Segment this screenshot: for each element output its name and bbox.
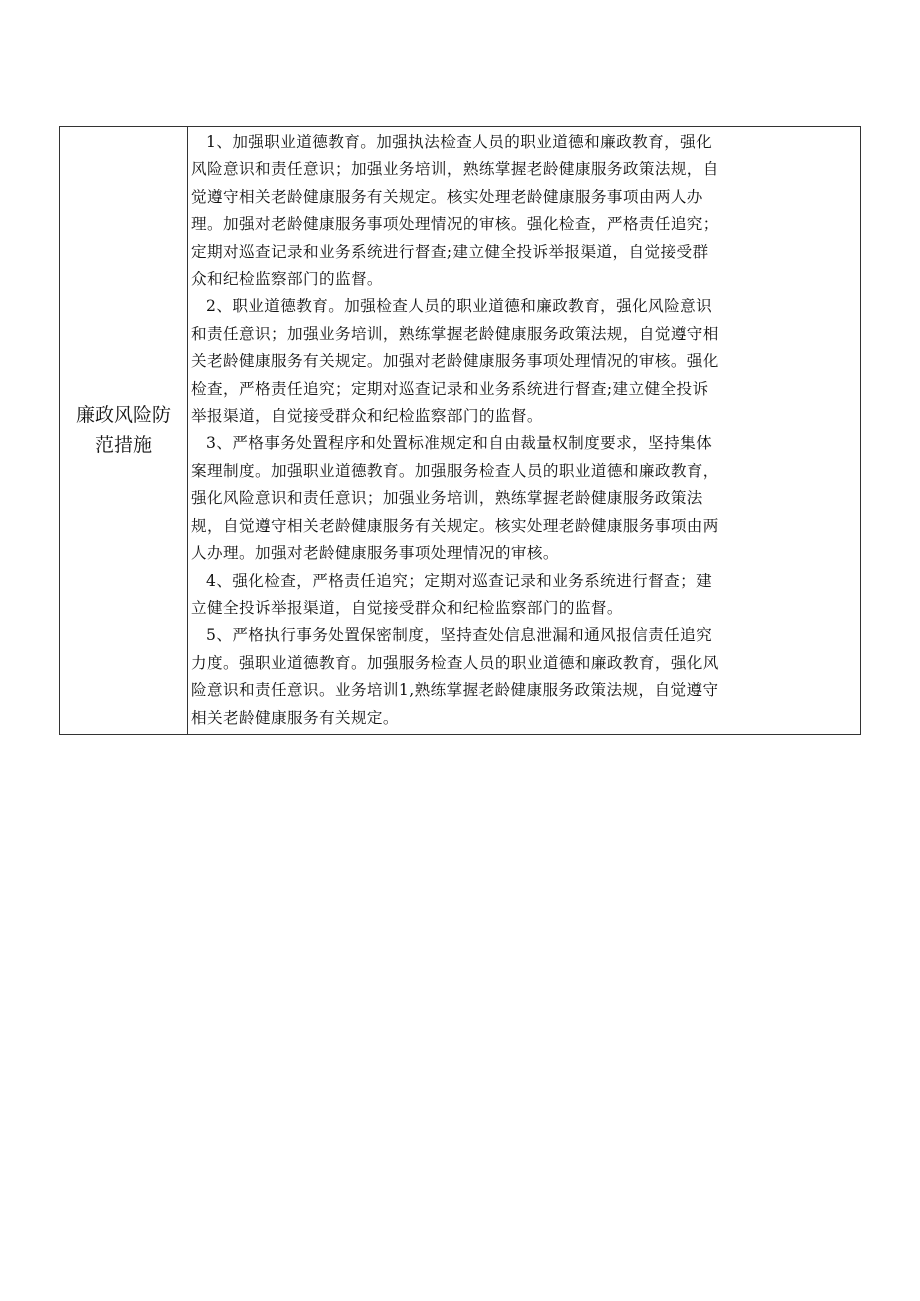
paragraph-line: 立健全投诉举报渠道，自觉接受群众和纪检监察部门的监督。 [191, 598, 623, 617]
paragraph-line: 规，自觉遵守相关老龄健康服务有关规定。核实处理老龄健康服务事项由两 [191, 516, 719, 535]
measures-paragraphs [191, 129, 858, 732]
paragraph-line: 案理制度。加强职业道德教育。加强服务检查人员的职业道德和廉政教育， [191, 461, 719, 480]
paragraph-line: 关老龄健康服务有关规定。加强对老龄健康服务事项处理情况的审核。强化 [191, 352, 719, 371]
table-row [60, 127, 861, 735]
paragraph-line: 人办理。加强对老龄健康服务事项处理情况的审核。 [191, 544, 559, 563]
paragraph-line: 定期对巡查记录和业务系统进行督查;建立健全投诉举报渠道，自觉接受群 [191, 242, 709, 261]
measure-paragraph-3 [191, 430, 858, 567]
measures-content-cell [188, 127, 861, 735]
measure-paragraph-4 [191, 568, 858, 623]
paragraph-line: 相关老龄健康服务有关规定。 [191, 708, 399, 727]
measures-table [59, 126, 861, 735]
paragraph-line: 力度。强职业道德教育。加强服务检查人员的职业道德和廉政教育，强化风 [191, 653, 719, 672]
row-label-line-2: 范措施 [94, 434, 152, 457]
paragraph-line: 和责任意识；加强业务培训，熟练掌握老龄健康服务政策法规，自觉遵守相 [191, 324, 719, 343]
paragraph-line: 检查，严格责任追究；定期对巡查记录和业务系统进行督查;建立健全投诉 [191, 379, 709, 398]
measure-paragraph-5 [191, 622, 858, 732]
paragraph-line: 4、强化检查，严格责任追究；定期对巡查记录和业务系统进行督查；建 [206, 571, 713, 590]
measure-paragraph-2 [191, 293, 858, 430]
measure-paragraph-1 [191, 129, 858, 293]
paragraph-line: 5、严格执行事务处置保密制度，坚持查处信息泄漏和通风报信责任追究 [206, 626, 713, 645]
paragraph-line: 理。加强对老龄健康服务事项处理情况的审核。强化检查，严格责任追究； [191, 215, 719, 234]
paragraph-line: 觉遵守相关老龄健康服务有关规定。核实处理老龄健康服务事项由两人办 [191, 187, 703, 206]
paragraph-line: 风险意识和责任意识；加强业务培训，熟练掌握老龄健康服务政策法规，自 [191, 160, 719, 179]
paragraph-line: 1、加强职业道德教育。加强执法检查人员的职业道德和廉政教育，强化 [206, 133, 713, 151]
paragraph-line: 3、严格事务处置程序和处置标准规定和自由裁量权制度要求，坚持集体 [206, 434, 713, 453]
paragraph-line: 众和纪检监察部门的监督。 [191, 270, 383, 289]
row-label-line-1: 廉政风险防 [75, 404, 171, 427]
paragraph-line: 举报渠道，自觉接受群众和纪检监察部门的监督。 [191, 407, 543, 426]
paragraph-line: 险意识和责任意识。业务培训1,熟练掌握老龄健康服务政策法规，自觉遵守 [191, 681, 719, 700]
paragraph-line: 强化风险意识和责任意识；加强业务培训，熟练掌握老龄健康服务政策法 [191, 489, 703, 508]
paragraph-line: 2、职业道德教育。加强检查人员的职业道德和廉政教育，强化风险意识 [206, 297, 713, 316]
row-label-cell [60, 127, 188, 735]
